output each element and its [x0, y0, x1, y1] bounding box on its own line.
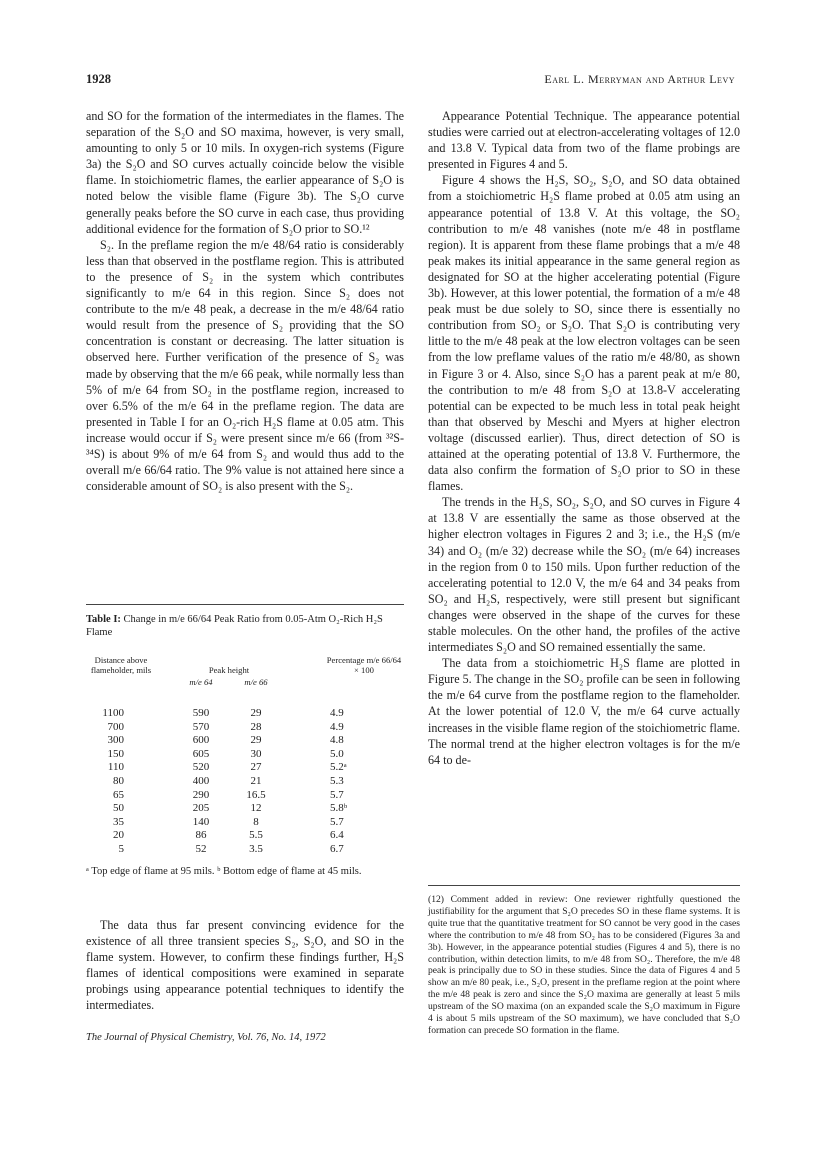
table-label: Table I:	[86, 614, 121, 625]
paragraph: S₂. In the preflame region the m/e 48/64 ratio is considerably less than that observed in the postflame region. This is attributed to the presence of S₂ in the system which contributes significantly to m/e 64 in this region. Since S₂ does not contribute to the m/e 48 peak, a decrease in the m/e 48/64 ratio would result from the presence of S₂ providing that the SO concentration is constant or decreasing. The latter situation is observed here. Further verification of the presence of S₂ was made by observing that the m/e 66 peak, while normally less than 5% of m/e 64 from SO₂ in the postflame region, increased to over 6.5% of the m/e 64 in the preflame region. The data are presented in Table I for an O₂-rich H₂S flame at 0.05 atm. This increase would occur if S₂ were present since m/e 66 (from ³²S-³⁴S) is about 9% of m/e 64 from S₂ and would thus add to the overall m/e 66/64 ratio. The 9% value is not attained here since a considerable amount of SO₂ is also present with the S₂.	[86, 237, 404, 494]
table-row	[86, 843, 404, 857]
table-cell: 4.9	[330, 720, 344, 733]
table-cell: 27	[250, 761, 262, 774]
table-row	[86, 734, 404, 748]
header-percentage: Percentage m/e 66/64 × 100	[326, 655, 402, 675]
table-cell: 52	[195, 842, 207, 855]
table-cell: 1100	[102, 707, 124, 719]
table-row	[86, 761, 404, 775]
table-cell: 205	[192, 802, 210, 815]
table-header	[86, 655, 404, 701]
table-cell: 570	[192, 720, 210, 733]
table-row	[86, 721, 404, 735]
left-lower-text	[86, 917, 404, 1014]
table-cell: 300	[107, 734, 124, 747]
table-cell: 5.3	[330, 774, 344, 787]
table-cell: 6.4	[330, 829, 344, 842]
table-cell: 5.0	[330, 747, 344, 760]
table-row	[86, 775, 404, 789]
table-footnote: ᵃ Top edge of flame at 95 mils. ᵇ Bottom edge of flame at 45 mils.	[86, 865, 362, 877]
table-cell: 12	[250, 802, 262, 815]
table-cell: 400	[192, 774, 210, 787]
table-top-rule	[86, 604, 404, 605]
paragraph: The trends in the H₂S, SO₂, S₂O, and SO curves in Figure 4 at 13.8 V are essentially the same as those observed at the higher electron voltages in Figures 2 and 3; i.e., the H₂S (m/e 34) and O₂ (m/e 32) decrease while the SO₂ (m/e 64) increases in the region from 0 to 150 mils. Upon further reduction of the accelerating potential to 12.0 V, the m/e 64 and 34 peaks from SO₂ and H₂S, respectively, were still present but significant changes were observed in the shape of the curves for these stable molecules. On the other hand, the profiles of the active intermediates S₂O and SO remained essentially the same.	[428, 495, 740, 655]
journal-footer: The Journal of Physical Chemistry, Vol. 76, No. 14, 1972	[86, 1032, 326, 1043]
table-cell: 65	[113, 788, 124, 801]
right-column	[428, 108, 740, 768]
table-cell: 80	[113, 774, 124, 787]
paragraph: The data from a stoichiometric H₂S flame are plotted in Figure 5. The change in the SO₂ profile can be seen in following the m/e 64 curve from the postflame region to the flameholder. At the lower potential of 12.0 V, the m/e 64 curve actually increases in the visible flame region of the stoichiometric flame. The normal trend at the higher electron voltages is for the m/e 64 to de-	[428, 656, 740, 767]
table-row	[86, 748, 404, 762]
table-cell: 600	[192, 734, 210, 747]
table-row	[86, 707, 404, 721]
table-row	[86, 802, 404, 816]
table-cell: 30	[250, 747, 262, 760]
table-cell: 4.9	[330, 707, 344, 719]
table-cell: 21	[250, 774, 262, 787]
table-cell: 290	[192, 788, 210, 801]
paragraph: The data thus far present convincing evidence for the existence of all three transient species S₂, S₂O, and SO in the flame system. However, to confirm these findings further, H₂S flames of identical compositions were examined in separate probings using appearance potential techniques to identify the intermediates.	[86, 918, 404, 1013]
table-1	[86, 604, 404, 878]
table-cell: 150	[107, 747, 124, 760]
table-cell: 590	[192, 707, 210, 719]
table-cell: 29	[250, 734, 262, 747]
header-me64: m/e 64	[189, 677, 213, 687]
table-row	[86, 829, 404, 843]
table-cell: 35	[113, 815, 124, 828]
table-cell: 110	[107, 761, 124, 774]
paragraph: Figure 4 shows the H₂S, SO₂, S₂O, and SO data obtained from a stoichiometric H₂S flame probed at 0.05 atm using an appearance potential of 13.8 V. At this voltage, the SO₂ contribution to m/e 48 vanishes (note m/e 48 in postflame region). It is apparent from these flame probings that a m/e 48 peak makes its initial appearance in the same general region as designated for SO at the higher accelerating potential (Figure 3b). However, at this lower potential, the formation of a m/e 48 peak must be due solely to SO, since there is essentially no contribution from SO₂ or S₂O. That S₂O is contributing very little to the m/e 48 peak at the low electron voltages can be seen from the low preflame values of the ratio m/e 48/80, as shown in Figure 3 or 4. Also, since S₂O has a parent peak at m/e 80, the contribution to m/e 48 from S₂O at 13.8-V accelerating potential can be expected to be much less in total peak height than that observed by Meschi and Myers at higher electron voltage (discussed earlier). Thus, direct detection of SO is attained at the operating potential of 13.8 V. Furthermore, the data also confirm the formation of S₂O prior to SO in these flames.	[428, 173, 740, 494]
table-cell: 520	[192, 761, 210, 774]
table-cell: 8	[253, 815, 259, 828]
table-cell: 5.2ᵃ	[330, 761, 347, 774]
table-cell: 605	[192, 747, 210, 760]
table-cell: 16.5	[246, 788, 266, 801]
table-cell: 5.7	[330, 788, 344, 801]
table-cell: 5	[118, 842, 124, 855]
footnote-text: (12) Comment added in review: One reviewer rightfully questioned the justifiability for the argument that S₂O precedes SO in these flame systems. It is quite true that the quantitative treatment for SO cannot be very good in the cases where the contribution to m/e 48 from SO₂ has to be considered (Figures 3a and 3b). However, in the appearance potential studies (Figures 4 and 5), there is no contribution, within detection limits, to m/e 48 from SO₂. Therefore, the m/e 48 peak is principally due to SO in these studies. Since the data of Figures 4 and 5 show an m/e 80 peak, i.e., S₂O, present in the preflame region at the point where the m/e 48 peak is zero and since the S₂O maxima are generally at least 5 mils upstream of the SO maxima (on an expanded scale the S₂O maximum in Figure 4 is about 5 mils upstream of the SO maximum), we have concluded that S₂O formation can precede SO formation in the flame.	[428, 894, 740, 1036]
table-cell: 28	[250, 720, 262, 733]
table-cell: 5.8ᵇ	[330, 802, 348, 815]
footnote-12	[428, 885, 740, 1037]
table-cell: 4.8	[330, 734, 344, 747]
table-cell: 5.7	[330, 815, 344, 828]
table-cell: 29	[250, 707, 262, 719]
table-row	[86, 789, 404, 803]
header-distance: Distance above flameholder, mils	[90, 655, 152, 675]
table-cell: 50	[113, 802, 124, 815]
header-peak-height: Peak height	[208, 665, 250, 675]
table-body	[86, 707, 404, 857]
paragraph: and SO for the formation of the intermediates in the flames. The separation of the S₂O and SO maxima, however, is very small, amounting to only 5 or 10 mils. In oxygen-rich systems (Figure 3a) the S₂O and SO curves actually coincide below the visible flame. In stoichiometric flames, the earlier appearance of S₂O is noted below the visible flame (Figure 3b). The S₂O curve generally peaks before the SO curve in each case, thus providing additional evidence for the formation of S₂O prior to SO.¹²	[86, 109, 404, 236]
left-column	[86, 108, 404, 494]
table-row	[86, 816, 404, 830]
header-me66: m/e 66	[244, 677, 268, 687]
footnote-rule	[428, 885, 740, 886]
table-cell: 20	[113, 829, 124, 842]
table-cell: 140	[192, 815, 210, 828]
paragraph: Appearance Potential Technique. The appearance potential studies were carried out at electron-accelerating voltages of 12.0 and 13.8 V. Typical data from two of the flame probings are presented in Figures 4 and 5.	[428, 109, 740, 172]
table-caption	[86, 613, 404, 639]
table-cell: 6.7	[330, 842, 344, 855]
table-caption-text: Change in m/e 66/64 Peak Ratio from 0.05-Atm O₂-Rich H₂S Flame	[86, 614, 383, 638]
table-cell: 5.5	[249, 829, 263, 842]
table-cell: 86	[195, 829, 207, 842]
page-number: 1928	[86, 72, 111, 86]
table-cell: 3.5	[249, 842, 263, 855]
running-head: Earl L. Merryman and Arthur Levy	[544, 72, 735, 86]
table-cell: 700	[107, 720, 124, 733]
